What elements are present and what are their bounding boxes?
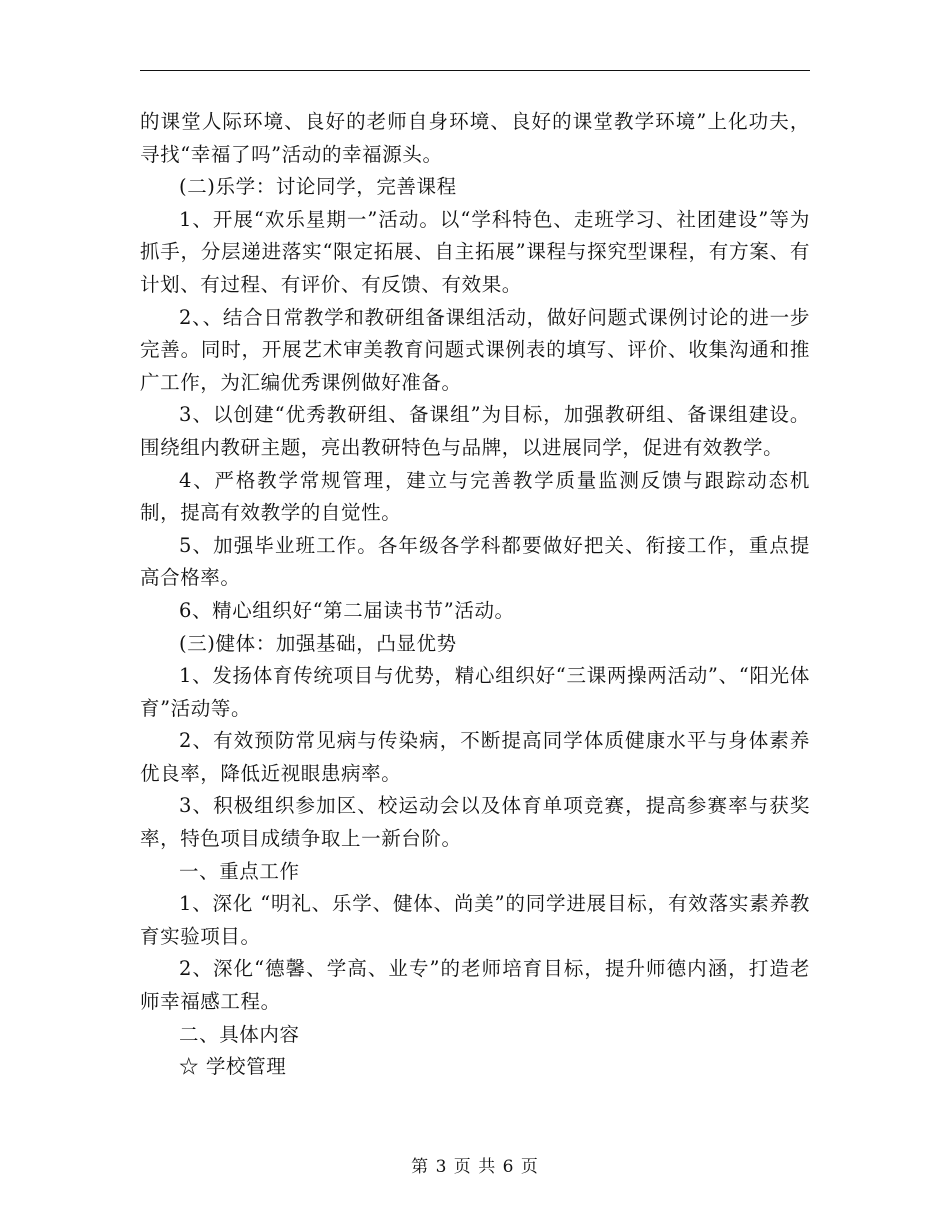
paragraph-12: 3、积极组织参加区、校运动会以及体育单项竞赛，提高参赛率与获奖率，特色项目成绩争取上一新台阶。: [140, 794, 810, 851]
paragraph-7: 5、加强毕业班工作。各年级各学科都要做好把关、衔接工作，重点提高合格率。: [140, 533, 810, 590]
paragraph-2: (二)乐学：讨论同学，完善课程: [179, 175, 457, 199]
header-rule: [140, 70, 810, 71]
paragraph-17: ☆ 学校管理: [179, 1055, 287, 1079]
paragraph-16: 二、具体内容: [179, 1022, 300, 1046]
paragraph-13: 一、重点工作: [179, 859, 300, 883]
paragraph-9: (三)健体：加强基础，凸显优势: [179, 631, 457, 655]
paragraph-15: 2、深化“德馨、学高、业专”的老师培育目标，提升师德内涵，打造老师幸福感工程。: [140, 957, 810, 1014]
paragraph-11: 2、有效预防常见病与传染病，不断提高同学体质健康水平与身体素养优良率，降低近视眼患病率。: [140, 729, 810, 785]
paragraph-4: 2、、结合日常教学和教研组备课组活动，做好问题式课例讨论的进一步完善。同时，开展艺术审美教育问题式课例表的填写、评价、收集沟通和推广工作，为汇编优秀课例做好准备。: [140, 305, 810, 394]
paragraph-1: 的课堂人际环境、良好的老师自身环境、良好的课堂教学环境”上化功夫，寻找“幸福了吗”活动的幸福源头。: [140, 110, 810, 166]
paragraph-3: 1、开展“欢乐星期一”活动。以“学科特色、走班学习、社团建设”等为抓手，分层递进落实“限定拓展、自主拓展”课程与探究型课程，有方案、有计划、有过程、有评价、有反馈、有效果。: [140, 207, 810, 296]
paragraph-14: 1、深化 “明礼、乐学、健体、尚美”的同学进展目标，有效落实素养教育实验项目。: [140, 892, 810, 948]
page-number-footer: 第 3 页 共 6 页: [411, 1157, 539, 1177]
paragraph-10: 1、发扬体育传统项目与优势，精心组织好“三课两操两活动”、“阳光体育”活动等。: [140, 664, 810, 720]
paragraph-8: 6、精心组织好“第二届读书节”活动。: [179, 598, 515, 622]
paragraph-5: 3、以创建“优秀教研组、备课组”为目标，加强教研组、备课组建设。围绕组内教研主题，亮出教研特色与品牌，以进展同学，促进有效教学。: [140, 403, 810, 459]
paragraph-6: 4、严格教学常规管理，建立与完善教学质量监测反馈与跟踪动态机制，提高有效教学的自觉性。: [140, 468, 810, 525]
document-body: [140, 106, 810, 1084]
